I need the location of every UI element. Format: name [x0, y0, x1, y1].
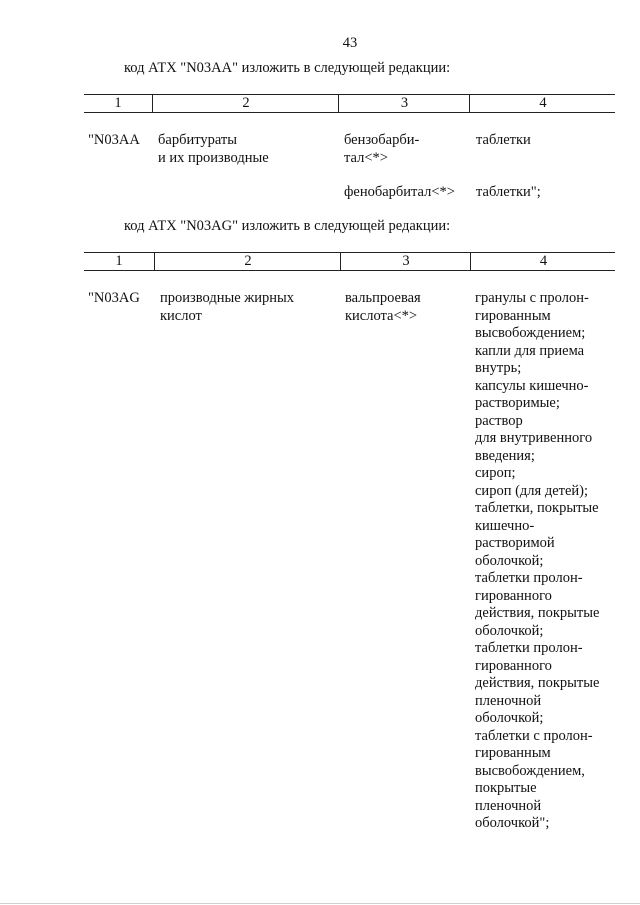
column-header-2: 2: [152, 95, 339, 112]
drug-name-benzobarbital: бензобарби- тал<*>: [344, 132, 420, 166]
dosage-form-line: для внутривенного: [475, 430, 593, 446]
dosage-form-line: оболочкой";: [475, 815, 550, 831]
dosage-form-line: внутрь;: [475, 360, 522, 376]
dosage-forms-valproic-acid: [475, 290, 599, 833]
dosage-form-line: сироп (для детей);: [475, 482, 589, 499]
column-header-3: 3: [340, 253, 471, 270]
section-intro-n03aa: код АТХ "N03AA" изложить в следующей редакции:: [124, 60, 451, 76]
dosage-form-line: пленочной: [475, 692, 542, 709]
drug-name-valproic-acid: вальпроевая кислота<*>: [345, 290, 421, 324]
dosage-form-line: гированным: [475, 745, 551, 761]
dosage-form-line: оболочкой;: [475, 622, 544, 639]
dosage-form-line: пленочной: [475, 797, 542, 814]
drug-name-phenobarbital: фенобарбитал<*>: [344, 184, 455, 200]
dosage-form-line: таблетки пролон-: [475, 640, 583, 656]
dosage-form-benzobarbital: таблетки: [476, 132, 531, 148]
dosage-form-line: гранулы с пролон-: [475, 290, 589, 306]
dosage-form-line: покрытые: [475, 780, 537, 796]
table-header-n03aa: [84, 94, 615, 113]
dosage-form-line: оболочкой;: [475, 710, 544, 726]
dosage-form-line: гированного: [475, 587, 552, 604]
page-number: 43: [342, 35, 358, 51]
dosage-form-line: введения;: [475, 447, 535, 464]
dosage-form-line: таблетки пролон-: [475, 570, 583, 586]
table-header-n03ag: [84, 252, 615, 271]
atx-code-n03ag: "N03AG: [88, 290, 140, 306]
dosage-form-line: оболочкой;: [475, 552, 544, 569]
dosage-form-line: сироп;: [475, 465, 516, 481]
dosage-form-line: гированным: [475, 307, 551, 324]
dosage-form-phenobarbital: таблетки";: [476, 184, 541, 200]
column-header-3: 3: [338, 95, 470, 112]
dosage-form-line: растворимые;: [475, 395, 560, 411]
column-header-4: 4: [470, 253, 616, 270]
dosage-form-line: высвобождением,: [475, 762, 585, 779]
group-name-n03aa: барбитураты и их производные: [158, 132, 269, 166]
dosage-form-line: кишечно-: [475, 517, 535, 534]
column-header-1: 1: [115, 253, 123, 269]
dosage-form-line: действия, покрытые: [475, 675, 600, 691]
group-name-n03ag: производные жирных кислот: [160, 290, 295, 324]
dosage-form-line: таблетки, покрытые: [475, 500, 599, 516]
dosage-form-line: высвобождением;: [475, 325, 586, 341]
atx-code-n03aa: "N03AA: [88, 132, 140, 148]
section-intro-n03ag: код АТХ "N03AG" изложить в следующей редакции:: [124, 218, 451, 234]
dosage-form-line: гированного: [475, 657, 552, 674]
dosage-form-line: таблетки с пролон-: [475, 727, 593, 744]
dosage-form-line: раствор: [475, 412, 523, 429]
scan-edge-line: [0, 903, 640, 904]
dosage-form-line: капсулы кишечно-: [475, 377, 589, 394]
column-header-2: 2: [154, 253, 341, 270]
dosage-form-line: капли для приема: [475, 342, 585, 359]
dosage-form-line: действия, покрытые: [475, 605, 600, 621]
column-header-4: 4: [469, 95, 616, 112]
column-header-1: 1: [114, 95, 122, 111]
dosage-form-line: растворимой: [475, 535, 555, 551]
